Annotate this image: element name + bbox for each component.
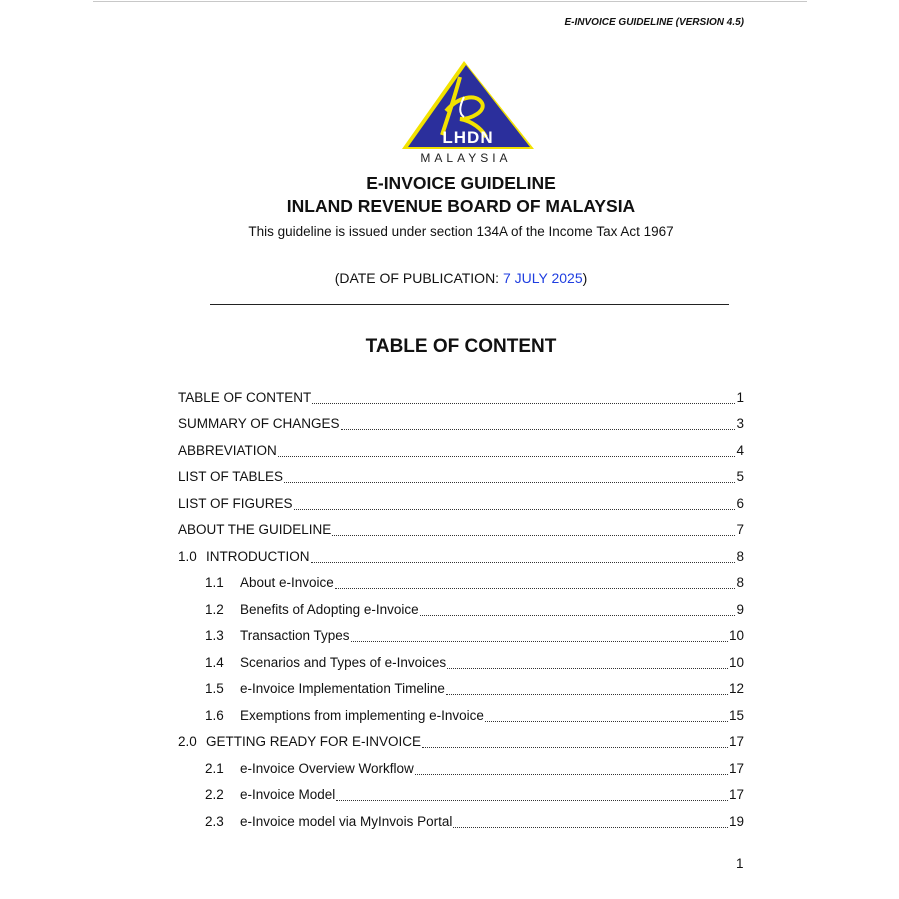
section-divider — [210, 304, 729, 305]
toc-entry-title: e-Invoice model via MyInvois Portal — [240, 813, 453, 829]
toc-entry-page: 17 — [728, 787, 744, 803]
toc-leader — [335, 578, 736, 589]
toc-leader — [278, 446, 736, 457]
logo-subtext: MALAYSIA — [420, 151, 512, 165]
publication-suffix: ) — [582, 270, 588, 286]
toc-leader — [453, 817, 728, 828]
toc-leader — [420, 605, 736, 616]
toc-entry[interactable] — [178, 517, 744, 544]
toc-leader — [294, 499, 736, 510]
toc-entry[interactable] — [178, 384, 744, 411]
toc-entry-page: 17 — [728, 760, 744, 776]
toc-entry[interactable] — [178, 676, 744, 703]
toc-entry-number: 2.0 — [178, 734, 197, 750]
toc-leader — [351, 631, 728, 642]
toc-entry-page: 7 — [736, 522, 744, 538]
toc-entry[interactable] — [178, 490, 744, 517]
toc-entry-title: e-Invoice Overview Workflow — [240, 760, 414, 776]
toc-leader — [422, 737, 728, 748]
toc-entry-title: Benefits of Adopting e-Invoice — [240, 601, 419, 617]
toc-entry-title: About e-Invoice — [240, 575, 334, 591]
legal-subtitle: This guideline is issued under section 134A of the Income Tax Act 1967 — [248, 224, 674, 239]
toc-entry[interactable] — [178, 464, 744, 491]
document-title: E-INVOICE GUIDELINE — [366, 173, 556, 193]
toc-heading: TABLE OF CONTENT — [365, 336, 557, 357]
toc-entry-number: 2.3 — [205, 813, 224, 829]
toc-entry[interactable] — [178, 596, 744, 623]
toc-entry-number: 1.2 — [205, 601, 224, 617]
toc-entry-title: e-Invoice Model — [240, 787, 336, 803]
toc-entry[interactable] — [178, 623, 744, 650]
toc-entry[interactable] — [178, 570, 744, 597]
toc-entry-page: 8 — [736, 575, 744, 591]
toc-entry-number: 1.0 — [178, 548, 197, 564]
toc-entry-title: ABBREVIATION — [178, 442, 277, 458]
toc-leader — [311, 552, 736, 563]
toc-leader — [446, 684, 728, 695]
toc-entry-number: 1.4 — [205, 654, 224, 670]
toc-entry-title: GETTING READY FOR E-INVOICE — [206, 734, 422, 750]
page-number: 1 — [736, 856, 744, 871]
toc-entry-page: 6 — [736, 495, 744, 511]
toc-entry-number: 2.1 — [205, 760, 224, 776]
toc-entry-page: 5 — [736, 469, 744, 485]
toc-entry-title: Exemptions from implementing e-Invoice — [240, 707, 484, 723]
toc-entry-title: Scenarios and Types of e-Invoices — [240, 654, 447, 670]
toc-entry-title: INTRODUCTION — [206, 548, 310, 564]
toc-entry-page: 3 — [736, 416, 744, 432]
toc-entry[interactable] — [178, 755, 744, 782]
toc-entry-page: 17 — [728, 734, 744, 750]
toc-entry-page: 19 — [728, 813, 744, 829]
toc-entry-number: 1.6 — [205, 707, 224, 723]
toc-entry-page: 10 — [728, 654, 744, 670]
toc-entry-page: 9 — [736, 601, 744, 617]
toc-entry-number: 1.1 — [205, 575, 224, 591]
toc-entry[interactable] — [178, 782, 744, 809]
toc-entry-number: 1.5 — [205, 681, 224, 697]
toc-entry-title: ABOUT THE GUIDELINE — [178, 522, 332, 538]
toc-entry-title: TABLE OF CONTENT — [178, 389, 312, 405]
toc-entry-title: e-Invoice Implementation Timeline — [240, 681, 445, 697]
toc-entry-title: Transaction Types — [240, 628, 350, 644]
toc-leader — [485, 711, 728, 722]
running-header: E-INVOICE GUIDELINE (VERSION 4.5) — [564, 17, 744, 28]
toc-leader — [415, 764, 728, 775]
publication-prefix: (DATE OF PUBLICATION: — [334, 270, 503, 286]
toc-entry-page: 12 — [728, 681, 744, 697]
lhdn-logo-graphic — [398, 59, 538, 169]
toc-entry-page: 15 — [728, 707, 744, 723]
logo-text: LHDN — [442, 128, 494, 147]
toc-entry[interactable] — [178, 649, 744, 676]
toc-entry[interactable] — [178, 411, 744, 438]
toc-leader — [312, 393, 735, 404]
toc-entry[interactable] — [178, 729, 744, 756]
toc-entry-number: 2.2 — [205, 787, 224, 803]
table-of-contents — [178, 384, 744, 835]
toc-leader — [341, 419, 736, 430]
toc-entry-page: 1 — [736, 389, 744, 405]
toc-entry[interactable] — [178, 808, 744, 835]
toc-leader — [284, 472, 735, 483]
toc-leader — [332, 525, 735, 536]
toc-entry[interactable] — [178, 437, 744, 464]
top-rule — [93, 1, 807, 2]
publication-date — [0, 270, 899, 286]
toc-entry-title: LIST OF TABLES — [178, 469, 284, 485]
toc-entry-title: LIST OF FIGURES — [178, 495, 293, 511]
toc-entry[interactable] — [178, 543, 744, 570]
organization-title: INLAND REVENUE BOARD OF MALAYSIA — [286, 196, 636, 216]
toc-leader — [447, 658, 728, 669]
toc-entry-number: 1.3 — [205, 628, 224, 644]
toc-entry-page: 10 — [728, 628, 744, 644]
toc-entry-page: 8 — [736, 548, 744, 564]
lhdn-logo — [398, 59, 538, 169]
toc-entry[interactable] — [178, 702, 744, 729]
toc-entry-page: 4 — [736, 442, 744, 458]
toc-leader — [336, 790, 728, 801]
toc-entry-title: SUMMARY OF CHANGES — [178, 416, 340, 432]
publication-date-value: 7 JULY 2025 — [502, 270, 583, 286]
